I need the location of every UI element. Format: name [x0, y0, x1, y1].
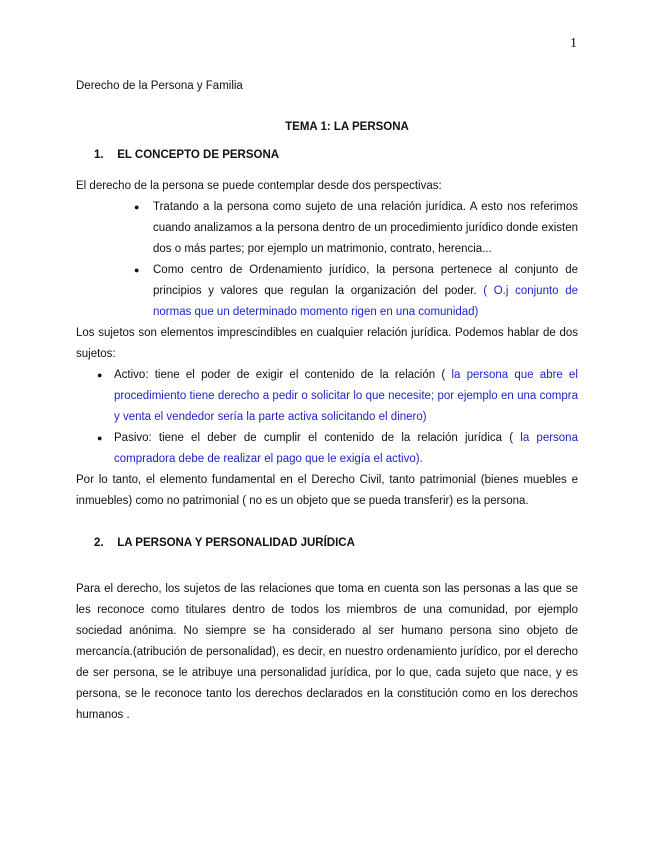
spacer — [76, 564, 578, 579]
bullet-icon: ● — [97, 370, 103, 380]
perspective-note: ( O.j conjunto de normas que un determinado momento rigen en una comunidad) — [153, 285, 579, 318]
subject-text: Activo: tiene el poder de exigir el contenido de la relación ( — [114, 369, 452, 381]
perspective-text: Tratando a la persona como sujeto de una relación jurídica. A esto nos referimos cuando analizamos a la persona dentro de un procedimiento jurídico donde existen dos o más partes; por ejemplo un matrimonio, contrato, herencia... — [153, 201, 578, 255]
section-1-number: 1. — [94, 149, 104, 161]
perspectives-list — [76, 197, 578, 323]
list-item — [76, 365, 578, 428]
document-body — [76, 76, 578, 726]
subjects-list — [76, 365, 578, 470]
perspective-text: Como centro de Ordenamiento jurídico, la persona pertenece al conjunto de principios y valores que regulan la organización del poder. — [153, 264, 578, 297]
section-2-number: 2. — [94, 537, 104, 549]
section-1-conclusion: Por lo tanto, el elemento fundamental en el Derecho Civil, tanto patrimonial (bienes muebles e inmuebles) como no patrimonial ( no es un objeto que se pueda transferir) es la persona. — [76, 474, 578, 507]
list-item — [76, 428, 578, 470]
page-number: 1 — [570, 36, 577, 51]
bullet-icon: ● — [97, 433, 103, 443]
section-2-title: LA PERSONA Y PERSONALIDAD JURÍDICA — [117, 537, 355, 549]
list-item — [76, 260, 578, 323]
spacer — [76, 512, 578, 533]
subject-note: la persona que abre el procedimiento tiene derecho a pedir o solicitar lo que necesite; por ejemplo en una compra y venta el vendedor sería la parte activa solicitando el dinero) — [114, 369, 578, 423]
section-1-heading — [94, 145, 578, 166]
subjects-intro: Los sujetos son elementos imprescindibles en cualquier relación jurídica. Podemos hablar de dos sujetos: — [76, 327, 578, 360]
subject-note: la persona compradora debe de realizar el pago que le exigía el activo). — [114, 432, 578, 465]
subject-text: Pasivo: tiene el deber de cumplir el contenido de la relación jurídica ( — [114, 432, 521, 444]
section-2-paragraph: Para el derecho, los sujetos de las relaciones que toma en cuenta son las personas a las que se les reconoce como titulares dentro de todos los miembros de una comunidad, por ejemplo sociedad anónima. No siempre se ha considerado al ser humano persona sino objeto de mercancía.(atribución de personalidad), es decir, en nuestro ordenamiento jurídico, por el derecho de ser persona, se le atribuye una personalidad jurídica, por lo que, cada sujeto que nace, y es persona, se le reconoce tanto los derechos declarados en la constitución como en los derechos humanos . — [76, 583, 578, 721]
section-1-intro: El derecho de la persona se puede contemplar desde dos perspectivas: — [76, 180, 442, 192]
bullet-icon: ● — [134, 202, 140, 212]
bullet-icon: ● — [134, 265, 140, 275]
course-title: Derecho de la Persona y Familia — [76, 80, 243, 92]
list-item — [76, 197, 578, 260]
section-2-heading — [94, 533, 578, 554]
section-1-title: EL CONCEPTO DE PERSONA — [117, 149, 280, 161]
tema-title: TEMA 1: LA PERSONA — [285, 121, 409, 133]
